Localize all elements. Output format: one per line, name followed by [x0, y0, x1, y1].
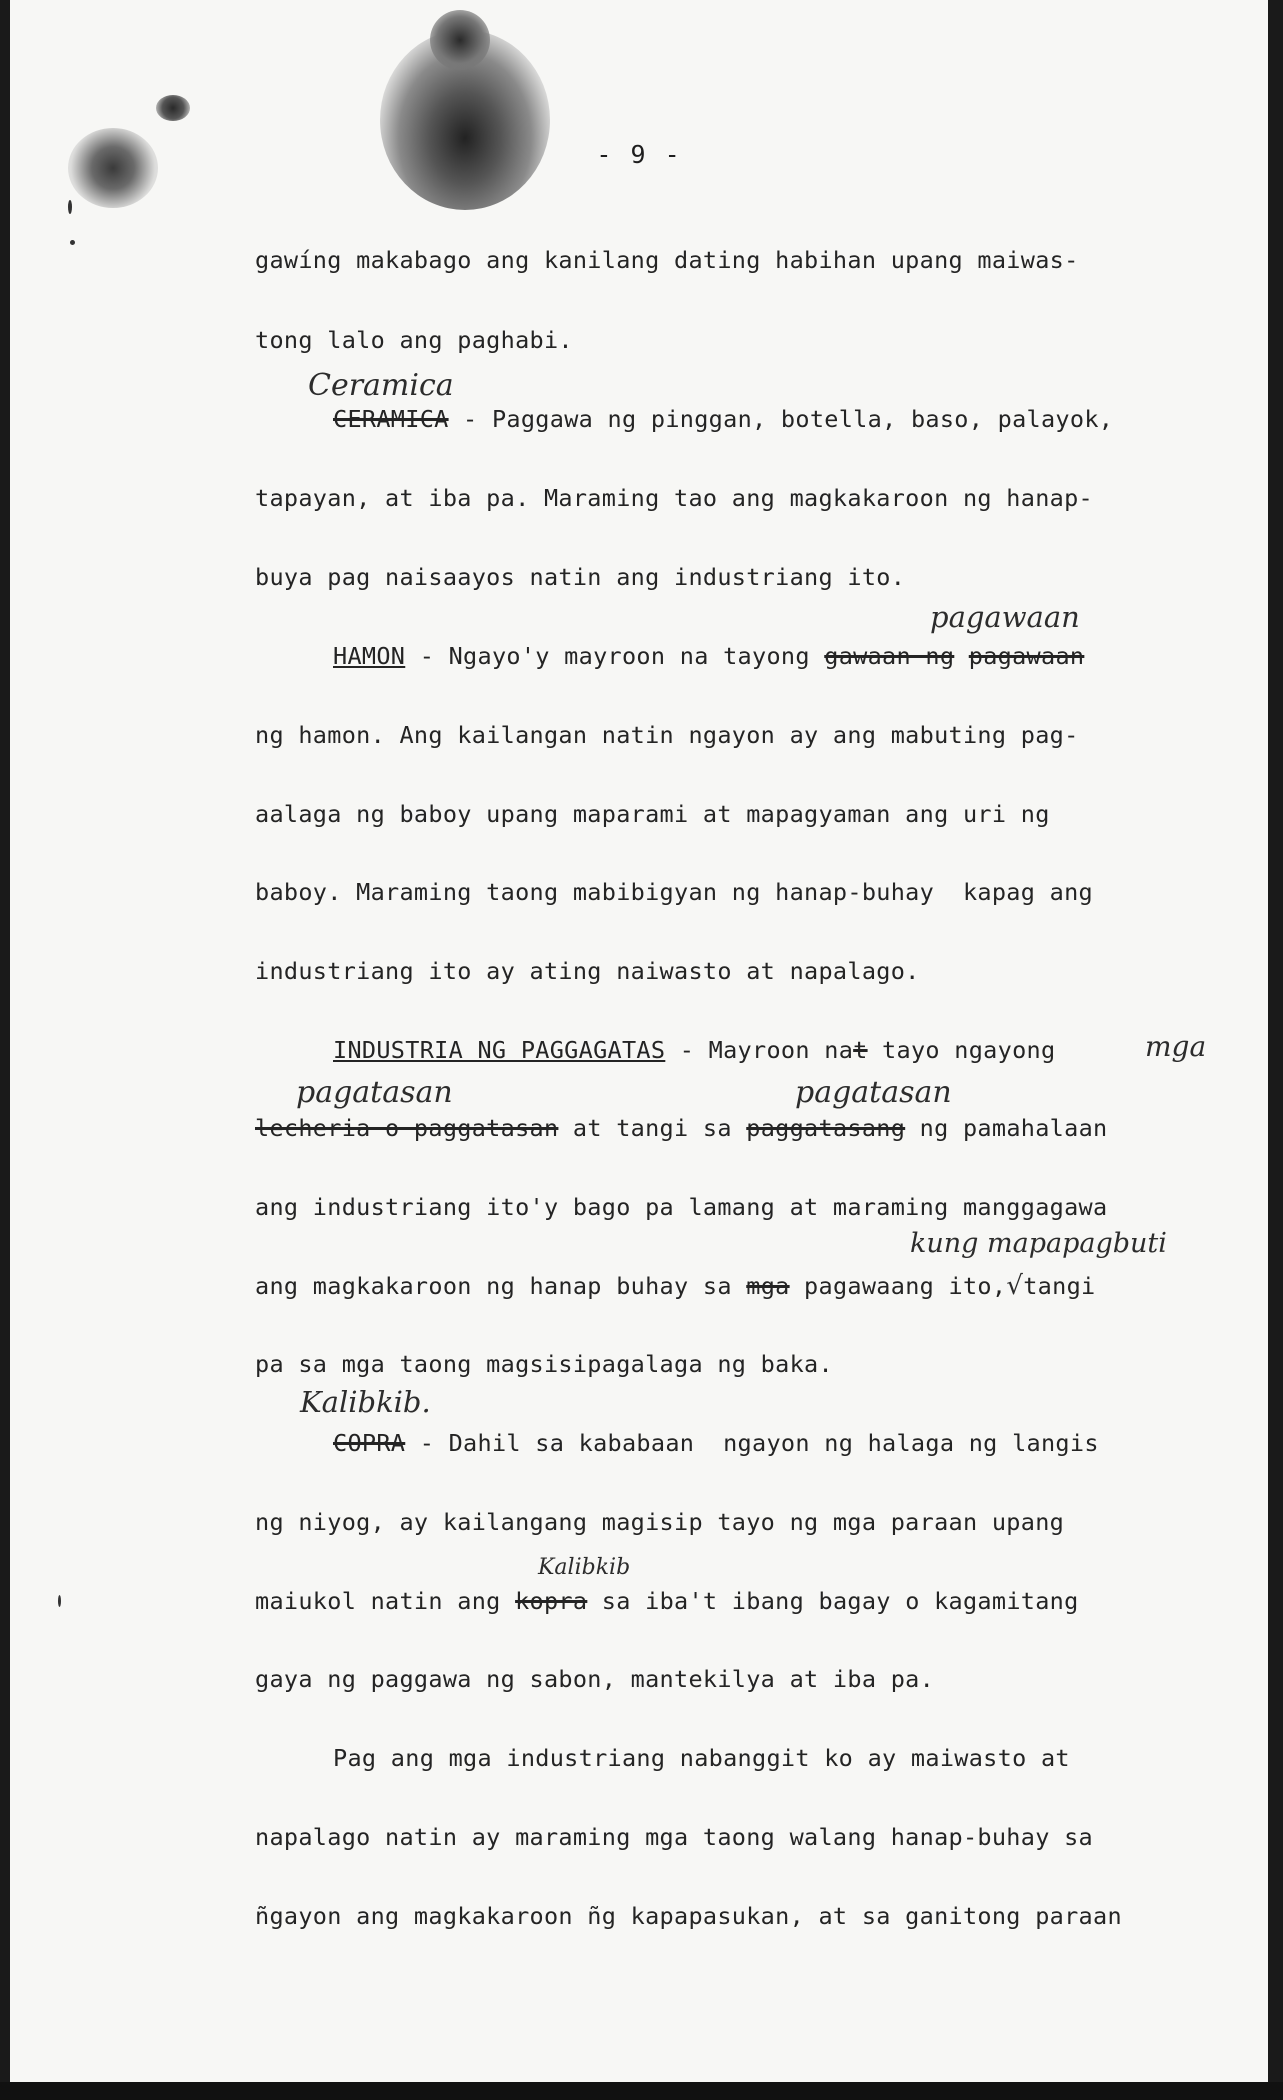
text-line: gaya ng paggawa ng sabon, mantekilya at iba pa.	[255, 1665, 935, 1693]
text-line: maiukol natin ang kopra sa iba't ibang bagay o kagamitang	[255, 1587, 1079, 1615]
text-line: ng niyog, ay kailangang magisip tayo ng mga paraan upang	[255, 1508, 1065, 1536]
text-line: gawíng makabago ang kanilang dating habihan upang maiwas-	[255, 246, 1079, 274]
section-heading: CERAMICA	[333, 405, 449, 433]
ink-stain	[156, 95, 190, 121]
text-line: baboy. Maraming taong mabibigyan ng hanap-buhay kapag ang	[255, 878, 1093, 906]
insertion-caret: √	[1006, 1271, 1024, 1301]
text-line: buya pag naisaayos natin ang industriang ito.	[255, 563, 906, 591]
handwritten-annotation: Kalibkib.	[300, 1385, 431, 1419]
text-line: aalaga ng baboy upang maparami at mapagyaman ang uri ng	[255, 800, 1050, 828]
section-heading: COPRA	[333, 1429, 406, 1457]
handwritten-annotation: pagatasan	[296, 1075, 453, 1110]
speck	[58, 1595, 61, 1607]
text-line: ang magkakaroon ng hanap buhay sa mga pagawaang ito,√tangi	[255, 1271, 1096, 1301]
document-page	[10, 0, 1268, 2085]
text-line: ng hamon. Ang kailangan natin ngayon ay ang mabuting pag-	[255, 721, 1079, 749]
text-line: industriang ito ay ating naiwasto at napalago.	[255, 957, 920, 985]
text-line: napalago natin ay maraming mga taong walang hanap-buhay sa	[255, 1823, 1093, 1851]
handwritten-annotation: Kalibkib	[538, 1555, 631, 1580]
text-line: ang industriang ito'y bago pa lamang at maraming manggagawa	[255, 1193, 1108, 1221]
text-line: Pag ang mga industriang nabanggit ko ay maiwasto at	[333, 1744, 1070, 1772]
text-line: tong lalo ang paghabi.	[255, 326, 573, 354]
section-heading: HAMON	[333, 642, 406, 670]
scan-border	[0, 2082, 1283, 2100]
section-ceramica: CERAMICA - Paggawa ng pinggan, botella, baso, palayok,	[333, 405, 1114, 433]
handwritten-annotation: pagawaan	[930, 600, 1080, 634]
page-number: - 9 -	[596, 140, 682, 169]
text-line: lecheria o paggatasan at tangi sa paggatasang ng pamahalaan	[255, 1114, 1108, 1142]
section-industria: INDUSTRIA NG PAGGAGATAS - Mayroon nat tayo ngayong	[333, 1036, 1056, 1064]
handwritten-annotation: pagatasan	[795, 1075, 952, 1110]
ink-stain	[430, 10, 490, 70]
handwritten-annotation: Ceramica	[308, 368, 454, 403]
handwritten-annotation: kung mapapagbuti	[910, 1228, 1167, 1259]
speck	[68, 200, 72, 214]
handwritten-annotation: mga	[1145, 1030, 1207, 1063]
speck	[70, 240, 75, 245]
section-hamon: HAMON - Ngayo'y mayroon na tayong gawaan ng pagawaan	[333, 642, 1085, 670]
text-line: ñgayon ang magkakaroon ñg kapapasukan, at sa ganitong paraan	[255, 1902, 1122, 1930]
text-line: pa sa mga taong magsisipagalaga ng baka.	[255, 1350, 833, 1378]
section-heading: INDUSTRIA NG PAGGAGATAS	[333, 1036, 666, 1064]
section-copra: COPRA - Dahil sa kababaan ngayon ng halaga ng langis	[333, 1429, 1099, 1457]
text-line: tapayan, at iba pa. Maraming tao ang magkakaroon ng hanap-	[255, 484, 1093, 512]
